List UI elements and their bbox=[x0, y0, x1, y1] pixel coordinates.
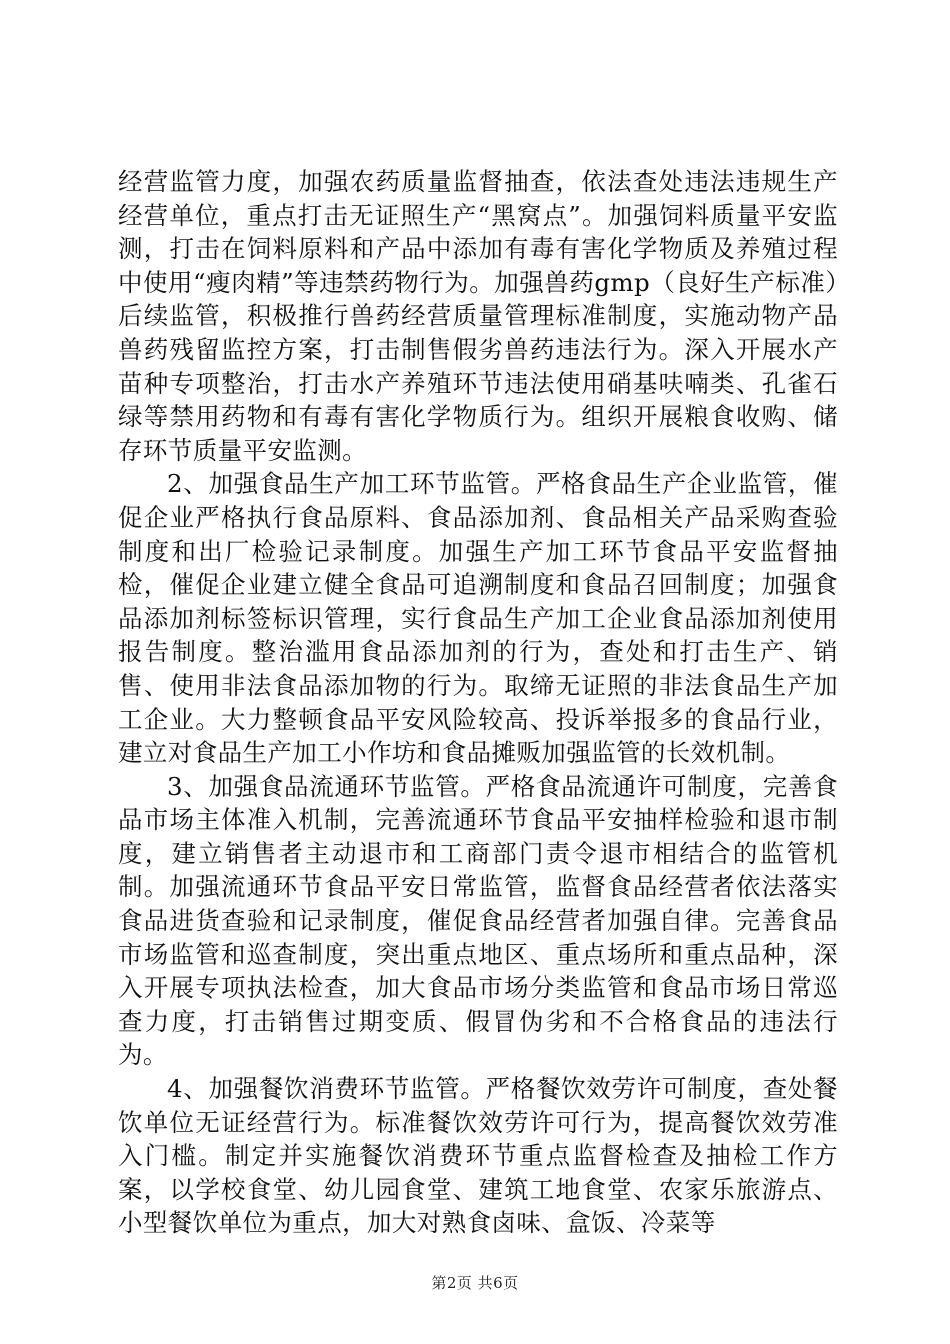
paragraph-1: 经营监管力度，加强农药质量监督抽查，依法查处违法违规生产经营单位，重点打击无证照生产“黑窝点”。加强饲料质量平安监测，打击在饲料原料和产品中添加有毒有害化学物质及养殖过程中使用“瘦肉精”等违禁药物行为。加强兽药gmp（良好生产标准）后续监管，积极推行兽药经营质量管理标准制度，实施动物产品兽药残留监控方案，打击制售假劣兽药违法行为。深入开展水产苗种专项整治，打击水产养殖环节违法使用硝基呋喃类、孔雀石绿等禁用药物和有毒有害化学物质行为。组织开展粮食收购、储存环节质量平安监测。 bbox=[118, 167, 838, 465]
paragraph-2: 2、加强食品生产加工环节监管。严格食品生产企业监管，催促企业严格执行食品原料、食品添加剂、食品相关产品采购查验制度和出厂检验记录制度。加强生产加工环节食品平安监督抽检，催促企业建立健全食品可追溯制度和食品召回制度；加强食品添加剂标签标识管理，实行食品生产加工企业食品添加剂使用报告制度。整治滥用食品添加剂的行为，查处和打击生产、销售、使用非法食品添加物的行为。取缔无证照的非法食品生产加工企业。大力整顿食品平安风险较高、投诉举报多的食品行业，建立对食品生产加工小作坊和食品摊贩加强监管的长效机制。 bbox=[118, 469, 838, 768]
paragraph-4: 4、加强餐饮消费环节监管。严格餐饮效劳许可制度，查处餐饮单位无证经营行为。标准餐饮效劳许可行为，提高餐饮效劳准入门槛。制定并实施餐饮消费环节重点监督检查及抽检工作方案，以学校食堂、幼儿园食堂、建筑工地食堂、农家乐旅游点、小型餐饮单位为重点，加大对熟食卤味、盒饭、冷菜等 bbox=[118, 1074, 838, 1238]
document-body bbox=[118, 165, 838, 1240]
page-number-footer: 第2页 共6页 bbox=[431, 1274, 519, 1292]
paragraph-3: 3、加强食品流通环节监管。严格食品流通许可制度，完善食品市场主体准入机制，完善流通环节食品平安抽样检验和退市制度，建立销售者主动退市和工商部门责令退市相结合的监管机制。加强流通环节食品平安日常监管，监督食品经营者依法落实食品进货查验和记录制度，催促食品经营者加强自律。完善食品市场监管和巡查制度，突出重点地区、重点场所和重点品种，深入开展专项执法检查，加大食品市场分类监管和食品市场日常巡查力度，打击销售过期变质、假冒伪劣和不合格食品的违法行为。 bbox=[118, 771, 838, 1070]
